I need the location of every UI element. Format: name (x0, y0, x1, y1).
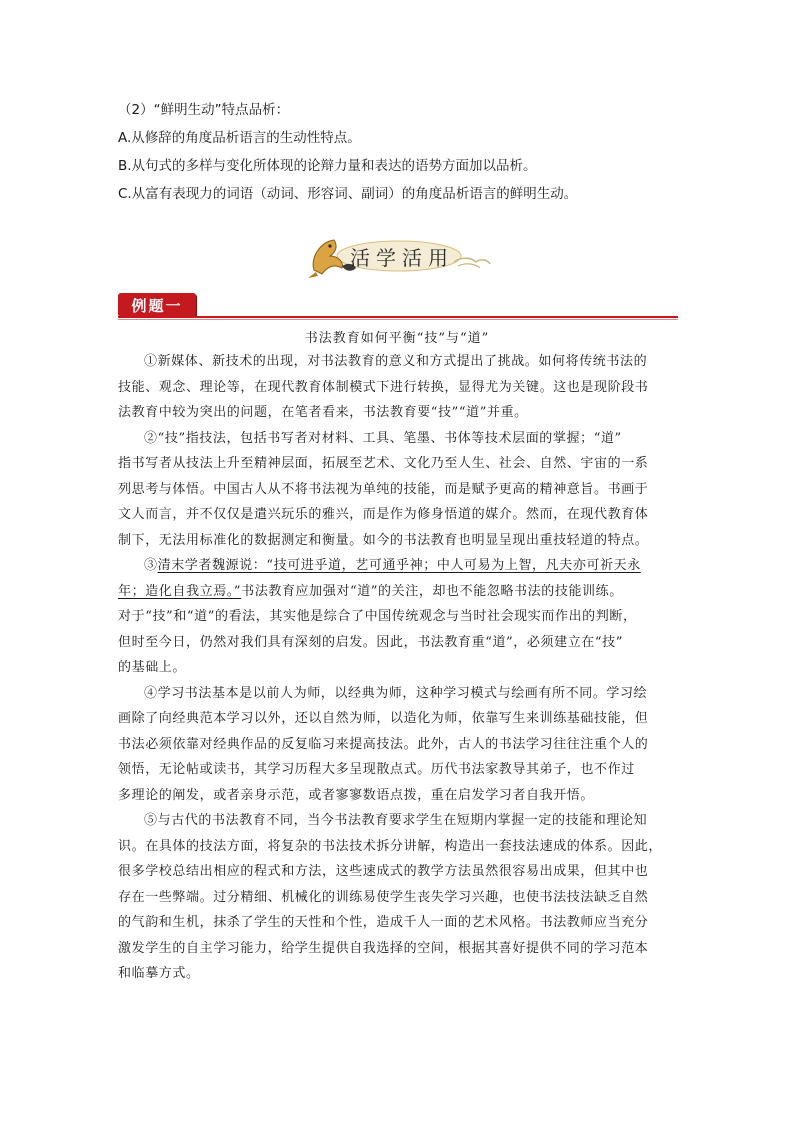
p3-line: 但时至今日，仍然对我们具有深刻的启发。因此，书法教育重“道”，必须建立在“技” (118, 634, 623, 650)
p4-line: 画除了向经典范本学习以外，还以自然为师，以造化为师，依靠写生来训练基础技能，但 (118, 711, 649, 726)
p4-line: 领悟，无论帖或读书，其学习历程大多呈现散点式。历代书法家教导其弟子，也不作过 (118, 762, 635, 777)
p5-line: 和临摹方式。 (118, 966, 200, 981)
p4-line: 书法必须依靠对经典作品的反复临习来提高技法。此外，古人的书法学习往往注重个人的 (118, 736, 649, 752)
p5-line: 激发学生的自主学习能力，给学生提供自我选择的空间，根据其喜好提供不同的学习范本 (118, 940, 649, 956)
p4-line: 多理论的阐发，或者亲身示范，或者寥寥数语点拨，重在启发学习者自我开悟。 (118, 787, 595, 803)
p5-line: 很多学校总结出相应的程式和方法，这些速成式的教学方法虽然很容易出成果，但其中也 (118, 864, 649, 879)
section-banner (304, 232, 494, 280)
p5-line: ⑤与古代的书法教育不同，当今书法教育要求学生在短期内掌握一定的技能和理论知 (144, 813, 648, 828)
p3-line (118, 579, 683, 605)
banner-label: 活学活用 (350, 246, 454, 270)
p4-line: ④学习书法基本是以前人为师，以经典为师，这种学习模式与绘画有所不同。学习绘 (144, 685, 648, 701)
essay-title: 书法教育如何平衡“技”与“道” (304, 331, 490, 346)
p3-line (118, 553, 683, 579)
tip-heading: （2）“鲜明生动”特点品析： (118, 102, 290, 118)
p1-line: 技能、观念、理论等，在现代教育体制模式下进行转换，显得尤为关键。这也是现阶段书 (118, 379, 649, 395)
p1-line: 法教育中较为突出的问题，在笔者看来，书法教育要“技”“道”并重。 (118, 405, 528, 420)
p1-line: ①新媒体、新技术的出现，对书法教育的意义和方式提出了挑战。如何将传统书法的 (144, 354, 648, 369)
badge-divider (118, 316, 678, 318)
p2-line: 文人而言，并不仅仅是遣兴玩乐的雅兴，而是作为修身悟道的媒介。然而，在现代教育体 (118, 507, 649, 522)
p2-line: 指书写者从技法上升至精神层面，拓展至艺术、文化乃至人生、社会、自然、宇宙的一系 (118, 456, 649, 471)
essay-body (118, 349, 683, 987)
tip-a: A.从修辞的角度品析语言的生动性特点。 (118, 130, 361, 146)
p2-line: 列思考与体悟。中国古人从不将书法视为单纯的技能，而是赋予更高的精神意旨。书画于 (118, 481, 649, 497)
p3-line-rest: 书法教育应加强对“道”的关注，却也不能忽略书法的技能训练。 (241, 583, 623, 599)
p3-quote-end-underlined: 年；造化自我立焉。” (118, 583, 242, 599)
p3-quote-underlined: 清末学者魏源说：“技可进乎道，艺可通乎神；中人可易为上智，凡夫亦可祈天永 (157, 558, 641, 573)
badge-divider-thin (118, 319, 678, 320)
p5-line: 存在一些弊端。过分精细、机械化的训练易使学生丧失学习兴趣，也使书法技法缺乏自然 (118, 889, 649, 905)
p3-line: 对于“技”和“道”的看法，其实他是综合了中国传统观念与当时社会现实而作出的判断， (118, 609, 637, 624)
p3-marker: ③ (144, 558, 158, 573)
p5-line: 识。在具体的技法方面，将复杂的书法技术拆分讲解，构造出一套技法速成的体系。因此， (118, 838, 663, 854)
tip-b: B.从句式的多样与变化所体现的论辩力量和表达的语势方面加以品析。 (118, 158, 537, 174)
p5-line: 的气韵和生机，抹杀了学生的天性和个性，造成千人一面的艺术风格。书法教师应当充分 (118, 915, 649, 930)
tips-section (118, 96, 718, 208)
cloud-ornament-icon (454, 258, 490, 264)
p3-line: 的基础上。 (118, 660, 187, 675)
example-badge: 例题一 (118, 293, 196, 317)
p2-line: 制下，无法用标准化的数据测定和衡量。如今的书法教育也明显呈现出重技轻道的特点。 (118, 532, 649, 548)
p2-line: ②“技”指技法，包括书写者对材料、工具、笔墨、书体等技术层面的掌握；“道” (144, 430, 622, 446)
tip-c: C.从富有表现力的词语（动词、形容词、副词）的角度品析语言的鲜明生动。 (118, 186, 578, 202)
